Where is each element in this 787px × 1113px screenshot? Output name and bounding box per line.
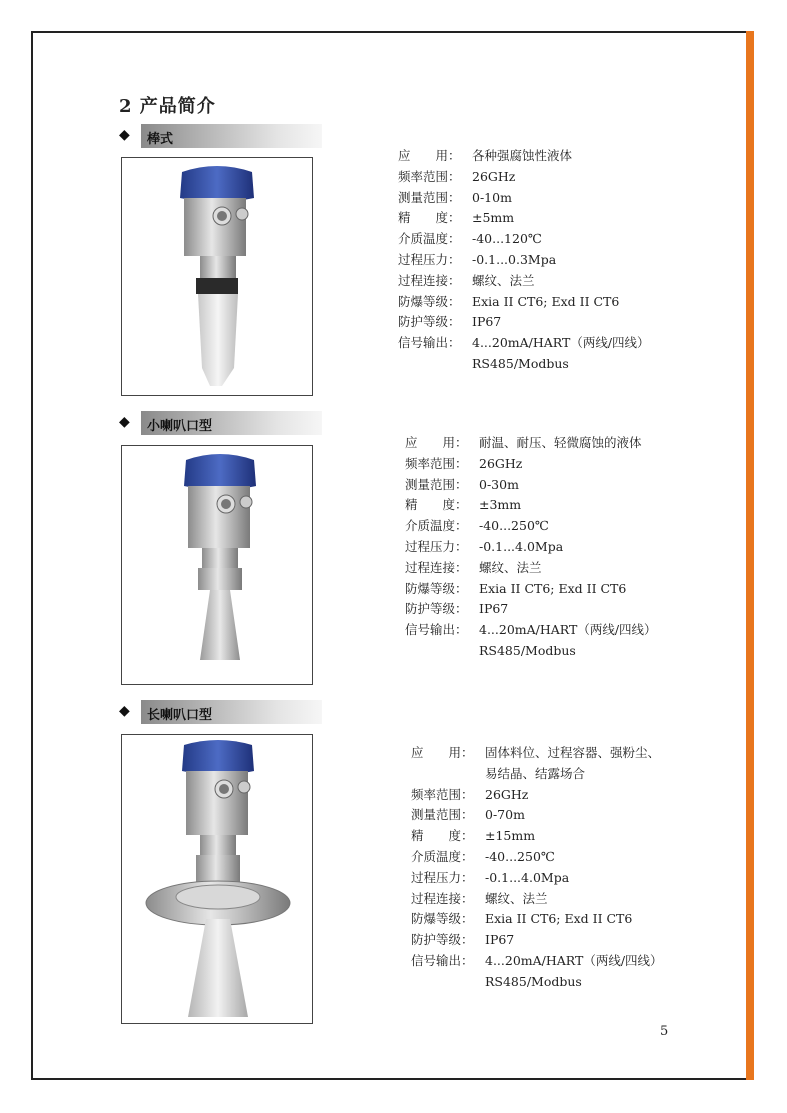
- spec-row: [398, 146, 650, 167]
- spec-value: Exia II CT6; Exd II CT6: [485, 911, 633, 927]
- spec-row: [411, 909, 663, 930]
- spec-row: [398, 208, 650, 229]
- spec-key: 测量范围：: [411, 807, 474, 823]
- diamond-bullet-icon: ◆: [119, 414, 130, 430]
- spec-row: [405, 537, 657, 558]
- section-heading-small-horn: [119, 411, 322, 435]
- spec-key: 过程连接：: [398, 272, 461, 288]
- spec-value: 26GHz: [485, 786, 529, 802]
- spec-row: [411, 785, 663, 806]
- section-heading-rod: [119, 124, 322, 148]
- spec-row: [405, 641, 657, 662]
- spec-key: 防护等级：: [405, 601, 468, 617]
- spec-value: Exia II CT6; Exd II CT6: [479, 580, 627, 596]
- spec-row: [398, 167, 650, 188]
- spec-row: [405, 620, 657, 641]
- spec-value: -0.1...4.0Mpa: [485, 869, 570, 885]
- specs-small-horn: [405, 433, 657, 662]
- spec-row: [405, 433, 657, 454]
- spec-row: [398, 333, 650, 354]
- spec-value: -40...120℃: [472, 231, 542, 247]
- spec-value: IP67: [485, 932, 515, 948]
- spec-value: -0.1...0.3Mpa: [472, 251, 557, 267]
- spec-row: [405, 599, 657, 620]
- spec-key: 精 度：: [398, 210, 461, 226]
- orange-accent-bar: [746, 31, 754, 1080]
- section-heading-label: 小喇叭口型: [147, 419, 213, 434]
- small-horn-radar-level-transmitter-icon: [122, 446, 312, 684]
- spec-row: [405, 579, 657, 600]
- spec-key: 过程压力：: [411, 869, 474, 885]
- spec-value: RS485/Modbus: [472, 355, 569, 371]
- spec-value: 易结晶、结露场合: [485, 765, 586, 781]
- spec-value: ±3mm: [479, 497, 522, 513]
- spec-row: [411, 889, 663, 910]
- spec-row: [398, 229, 650, 250]
- specs-rod: [398, 146, 650, 375]
- spec-key: 介质温度：: [411, 848, 474, 864]
- spec-row: [398, 188, 650, 209]
- spec-key: 防护等级：: [398, 314, 461, 330]
- spec-value: 0-70m: [485, 807, 525, 823]
- spec-row: [411, 826, 663, 847]
- diamond-bullet-icon: ◆: [119, 127, 130, 143]
- spec-value: 4...20mA/HART（两线/四线）: [485, 952, 663, 968]
- spec-key: 过程压力：: [405, 538, 468, 554]
- spec-row: [405, 475, 657, 496]
- spec-row: [398, 292, 650, 313]
- spec-key: 应 用：: [398, 148, 461, 163]
- spec-value: 0-10m: [472, 189, 512, 205]
- spec-key: 频率范围：: [405, 455, 468, 471]
- spec-key: 过程压力：: [398, 251, 461, 267]
- spec-key: 测量范围：: [405, 476, 468, 492]
- spec-key: 信号输出：: [411, 952, 474, 968]
- spec-row: [398, 271, 650, 292]
- spec-row: [411, 805, 663, 826]
- spec-key: 频率范围：: [398, 168, 461, 184]
- spec-value: ±15mm: [485, 828, 536, 844]
- spec-value: 固体料位、过程容器、强粉尘、: [485, 745, 661, 760]
- spec-key: 应 用：: [405, 435, 468, 450]
- diamond-bullet-icon: ◆: [119, 703, 130, 719]
- spec-value: 螺纹、法兰: [485, 890, 548, 906]
- spec-key: 过程连接：: [405, 559, 468, 575]
- spec-value: 4...20mA/HART（两线/四线）: [479, 622, 657, 638]
- spec-value: 4...20mA/HART（两线/四线）: [472, 335, 650, 351]
- page-number: 5: [660, 1024, 669, 1039]
- spec-key: 频率范围：: [411, 786, 474, 802]
- spec-row: [398, 250, 650, 271]
- spec-row: [405, 454, 657, 475]
- section-heading-label: 棒式: [147, 132, 174, 147]
- spec-value: IP67: [479, 601, 509, 617]
- spec-row: [405, 558, 657, 579]
- spec-row: [405, 495, 657, 516]
- section-heading-label: 长喇叭口型: [147, 708, 213, 723]
- spec-key: 信号输出：: [398, 335, 461, 351]
- spec-row: [411, 847, 663, 868]
- spec-value: 0-30m: [479, 476, 519, 492]
- spec-value: 各种强腐蚀性液体: [472, 148, 573, 163]
- long-horn-radar-product-image: [121, 734, 313, 1024]
- spec-key: 应 用：: [411, 745, 474, 760]
- specs-long-horn: [411, 743, 663, 993]
- page-title: 2 产品简介: [119, 96, 216, 117]
- spec-value: 26GHz: [472, 168, 516, 184]
- spec-value: -0.1...4.0Mpa: [479, 538, 564, 554]
- spec-row: [405, 516, 657, 537]
- spec-row: [398, 312, 650, 333]
- spec-key: 测量范围：: [398, 189, 461, 205]
- spec-value: IP67: [472, 314, 502, 330]
- spec-value: ±5mm: [472, 210, 515, 226]
- spec-key: 精 度：: [411, 828, 474, 844]
- spec-key: 防爆等级：: [398, 293, 461, 309]
- spec-row: [411, 764, 663, 785]
- spec-row: [411, 951, 663, 972]
- spec-value: -40...250℃: [479, 518, 549, 534]
- spec-row: [411, 868, 663, 889]
- section-heading-long-horn: [119, 700, 322, 724]
- spec-key: 介质温度：: [398, 231, 461, 247]
- spec-value: -40...250℃: [485, 848, 555, 864]
- rod-radar-level-transmitter-icon: [122, 158, 312, 395]
- long-horn-flanged-radar-level-transmitter-icon: [122, 735, 312, 1023]
- spec-value: 耐温、耐压、轻微腐蚀的液体: [479, 435, 642, 450]
- spec-value: 螺纹、法兰: [472, 272, 535, 288]
- spec-value: 螺纹、法兰: [479, 559, 542, 575]
- spec-key: 防爆等级：: [411, 911, 474, 927]
- rod-radar-product-image: [121, 157, 313, 396]
- spec-value: RS485/Modbus: [485, 973, 582, 989]
- spec-key: 精 度：: [405, 497, 468, 513]
- spec-row: [398, 354, 650, 375]
- spec-key: 过程连接：: [411, 890, 474, 906]
- spec-value: Exia II CT6; Exd II CT6: [472, 293, 620, 309]
- spec-row: [411, 743, 663, 764]
- spec-value: 26GHz: [479, 455, 523, 471]
- small-horn-radar-product-image: [121, 445, 313, 685]
- spec-row: [411, 930, 663, 951]
- spec-row: [411, 972, 663, 993]
- spec-key: 防爆等级：: [405, 580, 468, 596]
- spec-key: 防护等级：: [411, 932, 474, 948]
- spec-key: 介质温度：: [405, 518, 468, 534]
- spec-key: 信号输出：: [405, 622, 468, 638]
- spec-value: RS485/Modbus: [479, 642, 576, 658]
